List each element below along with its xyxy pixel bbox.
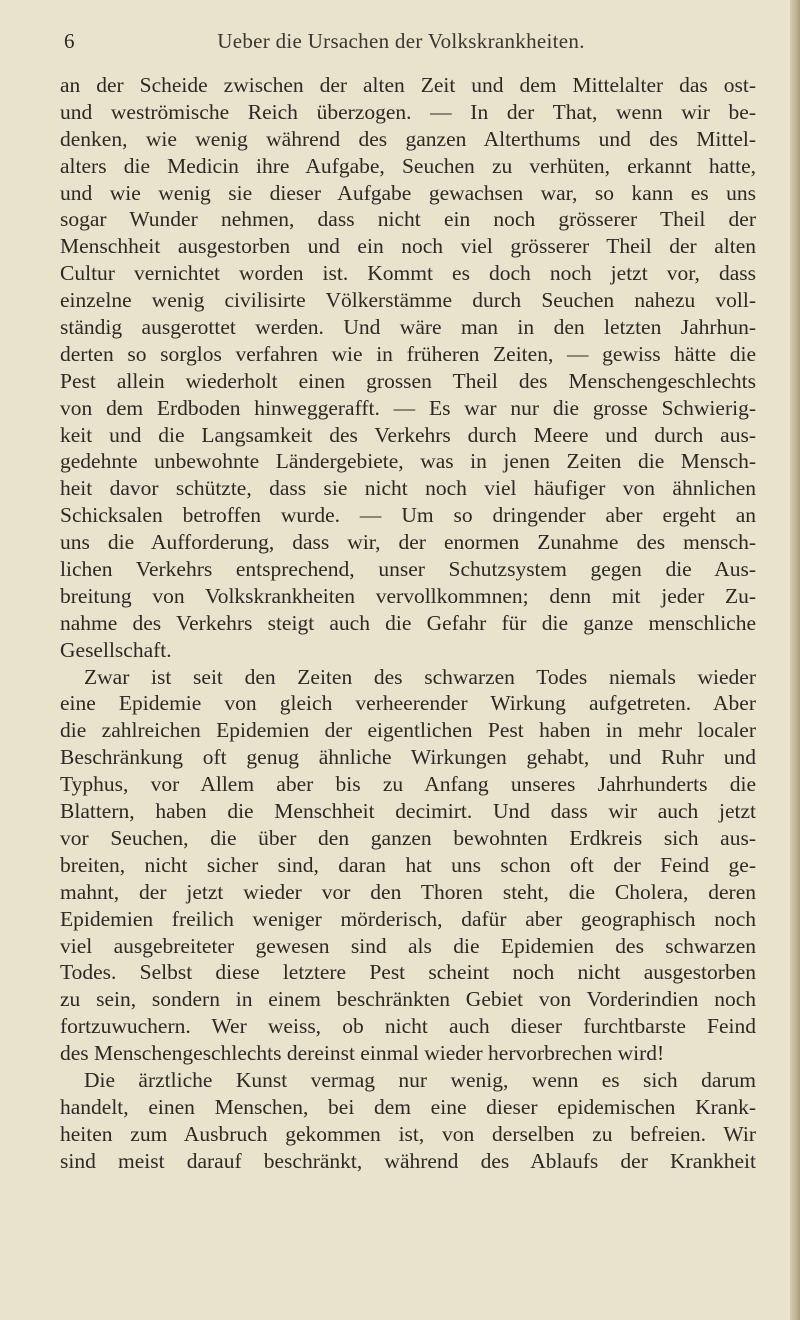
page-edge: [790, 0, 800, 1320]
paragraph-start-line: Zwar ist seit den Zeiten des schwarzen Todes niemals wieder: [84, 664, 756, 689]
text-line: viel ausgebreiteter gewesen sind als die Epidemien des schwarzen: [60, 933, 756, 958]
text-line: handelt, einen Menschen, bei dem eine dieser epidemischen Krank-: [60, 1094, 756, 1119]
text-line: Typhus, vor Allem aber bis zu Anfang unseres Jahrhunderts die: [60, 772, 756, 797]
text-line: lichen Verkehrs entsprechend, unser Schutzsystem gegen die Aus-: [60, 557, 756, 582]
text-line: Menschheit ausgestorben und ein noch viel grösserer Theil der alten: [60, 234, 756, 259]
text-line: heiten zum Ausbruch gekommen ist, von derselben zu befreien. Wir: [60, 1121, 756, 1146]
text-line: breitung von Volkskrankheiten vervollkommnen; denn mit jeder Zu-: [60, 583, 756, 608]
text-line: vor Seuchen, die über den ganzen bewohnten Erdkreis sich aus-: [60, 825, 756, 850]
text-line: nahme des Verkehrs steigt auch die Gefahr für die ganze menschliche: [60, 610, 756, 635]
text-line: denken, wie wenig während des ganzen Alterthums und des Mittel-: [60, 126, 756, 151]
running-title: Ueber die Ursachen der Volkskrankheiten.: [217, 29, 585, 53]
text-line: und weströmische Reich überzogen. — In der That, wenn wir be-: [60, 99, 756, 124]
text-line: mahnt, der jetzt wieder vor den Thoren steht, die Cholera, deren: [60, 879, 756, 904]
text-line: von dem Erdboden hinweggerafft. — Es war nur die grosse Schwierig-: [60, 395, 756, 420]
text-line: die zahlreichen Epidemien der eigentlichen Pest haben in mehr localer: [60, 718, 756, 743]
text-line: alters die Medicin ihre Aufgabe, Seuchen zu verhüten, erkannt hatte,: [60, 153, 756, 178]
text-line: fortzuwuchern. Wer weiss, ob nicht auch dieser furchtbarste Feind: [60, 1014, 756, 1039]
page-header: [60, 26, 742, 56]
text-line: gedehnte unbewohnte Ländergebiete, was in jenen Zeiten die Mensch-: [60, 449, 756, 474]
paragraph-end-line: Gesellschaft.: [60, 637, 172, 662]
text-line: Epidemien freilich weniger mörderisch, dafür aber geographisch noch: [60, 906, 756, 931]
text-line: an der Scheide zwischen der alten Zeit und dem Mittelalter das ost-: [60, 73, 756, 97]
paragraph-end-line: des Menschengeschlechts dereinst einmal wieder hervorbrechen wird!: [60, 1041, 665, 1066]
text-line: einzelne wenig civilisirte Völkerstämme durch Seuchen nahezu voll-: [60, 288, 756, 313]
text-line: eine Epidemie von gleich verheerender Wirkung aufgetreten. Aber: [60, 691, 756, 716]
text-line: keit und die Langsamkeit des Verkehrs durch Meere und durch aus-: [60, 422, 756, 447]
text-line: uns die Aufforderung, dass wir, der enormen Zunahme des mensch-: [60, 530, 756, 555]
body-text: [60, 72, 756, 1175]
text-line: und wie wenig sie dieser Aufgabe gewachsen war, so kann es uns: [60, 180, 756, 205]
text-line: breiten, nicht sicher sind, daran hat uns schon oft der Feind ge-: [60, 852, 756, 877]
page-number: 6: [64, 29, 75, 53]
text-line: ständig ausgerottet werden. Und wäre man in den letzten Jahrhun-: [60, 315, 756, 340]
text-line: sogar Wunder nehmen, dass nicht ein noch grösserer Theil der: [60, 207, 756, 232]
paragraph-start-line: Die ärztliche Kunst vermag nur wenig, wenn es sich darum: [84, 1067, 756, 1092]
text-line: Beschränkung oft genug ähnliche Wirkungen gehabt, und Ruhr und: [60, 745, 756, 770]
text-line: derten so sorglos verfahren wie in früheren Zeiten, — gewiss hätte die: [60, 341, 756, 366]
text-line: Todes. Selbst diese letztere Pest scheint noch nicht ausgestorben: [60, 960, 756, 985]
text-line: Cultur vernichtet worden ist. Kommt es doch noch jetzt vor, dass: [60, 261, 756, 286]
text-line: Blattern, haben die Menschheit decimirt. Und dass wir auch jetzt: [60, 799, 756, 824]
text-line: Schicksalen betroffen wurde. — Um so dringender aber ergeht an: [60, 503, 756, 528]
text-line: zu sein, sondern in einem beschränkten Gebiet von Vorderindien noch: [60, 987, 756, 1012]
text-line: Pest allein wiederholt einen grossen Theil des Menschengeschlechts: [60, 368, 756, 393]
text-line: sind meist darauf beschränkt, während des Ablaufs der Krankheit: [60, 1148, 756, 1173]
text-line: heit davor schützte, dass sie nicht noch viel häufiger von ähnlichen: [60, 476, 756, 501]
